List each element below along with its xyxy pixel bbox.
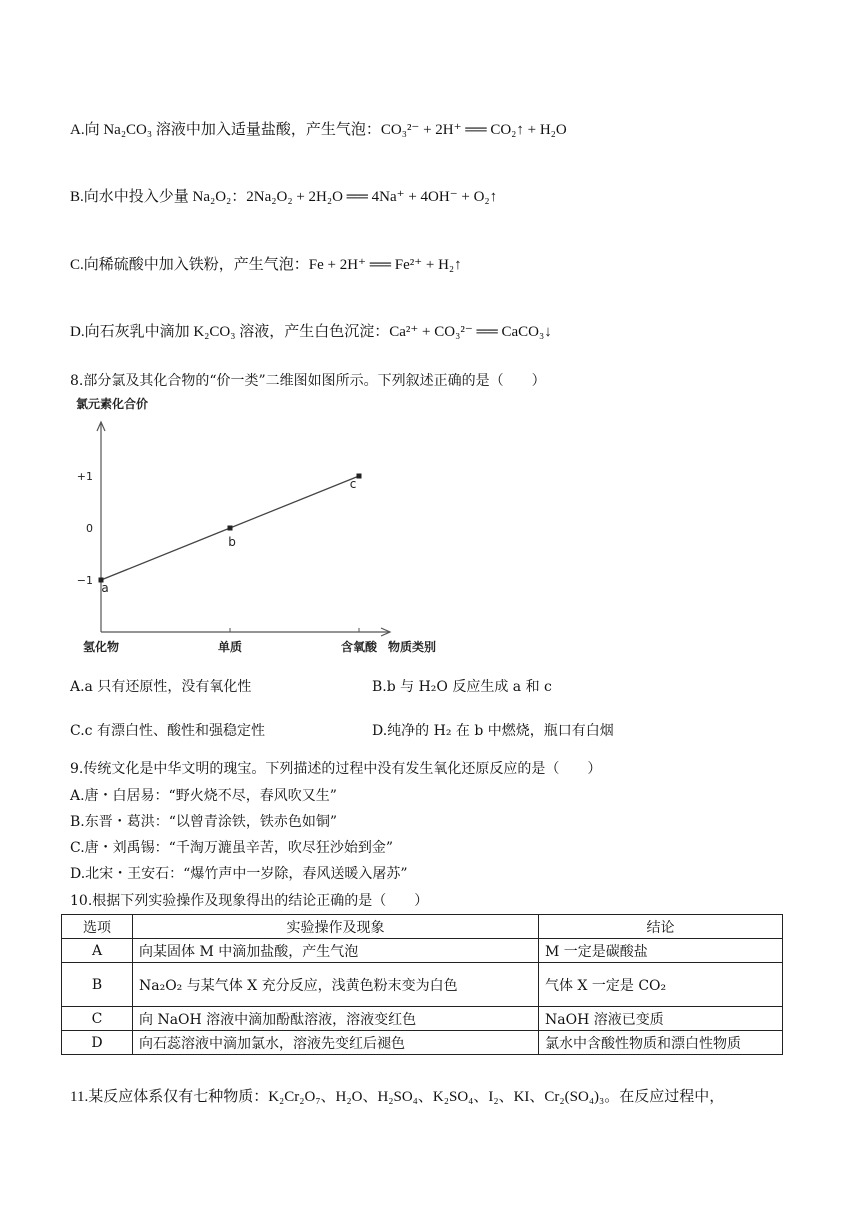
row-conclusion: 氯水中含酸性物质和漂白性物质 bbox=[539, 1031, 783, 1055]
q8-option-d: D.纯净的 H₂ 在 b 中燃烧，瓶口有白烟 bbox=[372, 723, 614, 739]
row-operation: Na₂O₂ 与某气体 X 充分反应，浅黄色粉末变为白色 bbox=[133, 963, 539, 1007]
table-row bbox=[62, 963, 783, 1007]
table-row bbox=[62, 1007, 783, 1031]
y-tick-label: 0 bbox=[86, 522, 93, 535]
y-tick-label: −1 bbox=[76, 574, 93, 587]
q8-option-c: C.c 有漂白性、酸性和强稳定性 bbox=[70, 723, 265, 739]
row-conclusion: 气体 X 一定是 CO₂ bbox=[539, 963, 783, 1007]
y-axis-label: 氯元素化合价 bbox=[76, 397, 149, 411]
y-tick-label: +1 bbox=[76, 470, 93, 483]
row-conclusion: NaOH 溶液已变质 bbox=[539, 1007, 783, 1031]
data-point-label: a bbox=[101, 581, 109, 595]
q10-stem: 10.根据下列实验操作及现象得出的结论正确的是（ ） bbox=[70, 893, 429, 909]
data-point-label: b bbox=[228, 535, 236, 549]
row-option: A bbox=[62, 939, 133, 963]
q9-option-c: C.唐・刘禹锡：“千淘万漉虽辛苦，吹尽狂沙始到金” bbox=[70, 840, 393, 856]
data-point bbox=[357, 474, 362, 479]
q11-stem: 11.某反应体系仅有七种物质：K₂Cr₂O₇、H₂O、H₂SO₄、K₂SO₄、I₂、KI、Cr₂(SO₄)₃。在反应过程中， bbox=[70, 1089, 725, 1105]
x-axis-label: 物质类别 bbox=[388, 640, 437, 654]
q8-stem: 8.部分氯及其化合物的“价一类”二维图如图所示。下列叙述正确的是（ ） bbox=[70, 373, 546, 389]
x-tick-label: 单质 bbox=[217, 640, 243, 654]
q7-option-b: B.向水中投入少量 Na₂O₂：2Na₂O₂ + 2H₂O ══ 4Na⁺ + 4OH⁻ + O₂↑ bbox=[70, 189, 498, 205]
row-conclusion: M 一定是碳酸盐 bbox=[539, 939, 783, 963]
q9-option-a: A.唐・白居易：“野火烧不尽，春风吹又生” bbox=[70, 788, 337, 804]
header-option: 选项 bbox=[62, 915, 133, 939]
q7-option-d: D.向石灰乳中滴加 K₂CO₃ 溶液，产生白色沉淀：Ca²⁺ + CO₃²⁻ ══ CaCO₃↓ bbox=[70, 324, 552, 340]
q8-option-b: B.b 与 H₂O 反应生成 a 和 c bbox=[372, 679, 552, 695]
valence-class-chart bbox=[60, 392, 437, 660]
q9-stem: 9.传统文化是中华文明的瑰宝。下列描述的过程中没有发生氧化还原反应的是（ ） bbox=[70, 761, 602, 777]
header-conclusion: 结论 bbox=[539, 915, 783, 939]
data-point-label: c bbox=[349, 477, 357, 491]
q7-option-a: A.向 Na₂CO₃ 溶液中加入适量盐酸，产生气泡：CO₃²⁻ + 2H⁺ ══ CO₂↑ + H₂O bbox=[70, 122, 567, 138]
table-row bbox=[62, 939, 783, 963]
q10-table bbox=[61, 914, 783, 1055]
q9-option-d: D.北宋・王安石：“爆竹声中一岁除，春风送暖入屠苏” bbox=[70, 866, 408, 882]
row-operation: 向 NaOH 溶液中滴加酚酞溶液，溶液变红色 bbox=[133, 1007, 539, 1031]
data-point bbox=[228, 526, 233, 531]
row-option: C bbox=[62, 1007, 133, 1031]
q8-option-a: A.a 只有还原性，没有氧化性 bbox=[70, 679, 252, 695]
row-operation: 向某固体 M 中滴加盐酸，产生气泡 bbox=[133, 939, 539, 963]
q7-option-c: C.向稀硫酸中加入铁粉，产生气泡：Fe + 2H⁺ ══ Fe²⁺ + H₂↑ bbox=[70, 257, 462, 273]
x-tick-label: 含氧酸 bbox=[340, 640, 378, 654]
row-operation: 向石蕊溶液中滴加氯水，溶液先变红后褪色 bbox=[133, 1031, 539, 1055]
header-operation: 实验操作及现象 bbox=[133, 915, 539, 939]
row-option: D bbox=[62, 1031, 133, 1055]
table-header-row bbox=[62, 915, 783, 939]
table-row bbox=[62, 1031, 783, 1055]
row-option: B bbox=[62, 963, 133, 1007]
q9-option-b: B.东晋・葛洪：“以曾青涂铁，铁赤色如铜” bbox=[70, 814, 338, 830]
x-tick-label: 氢化物 bbox=[82, 640, 120, 654]
